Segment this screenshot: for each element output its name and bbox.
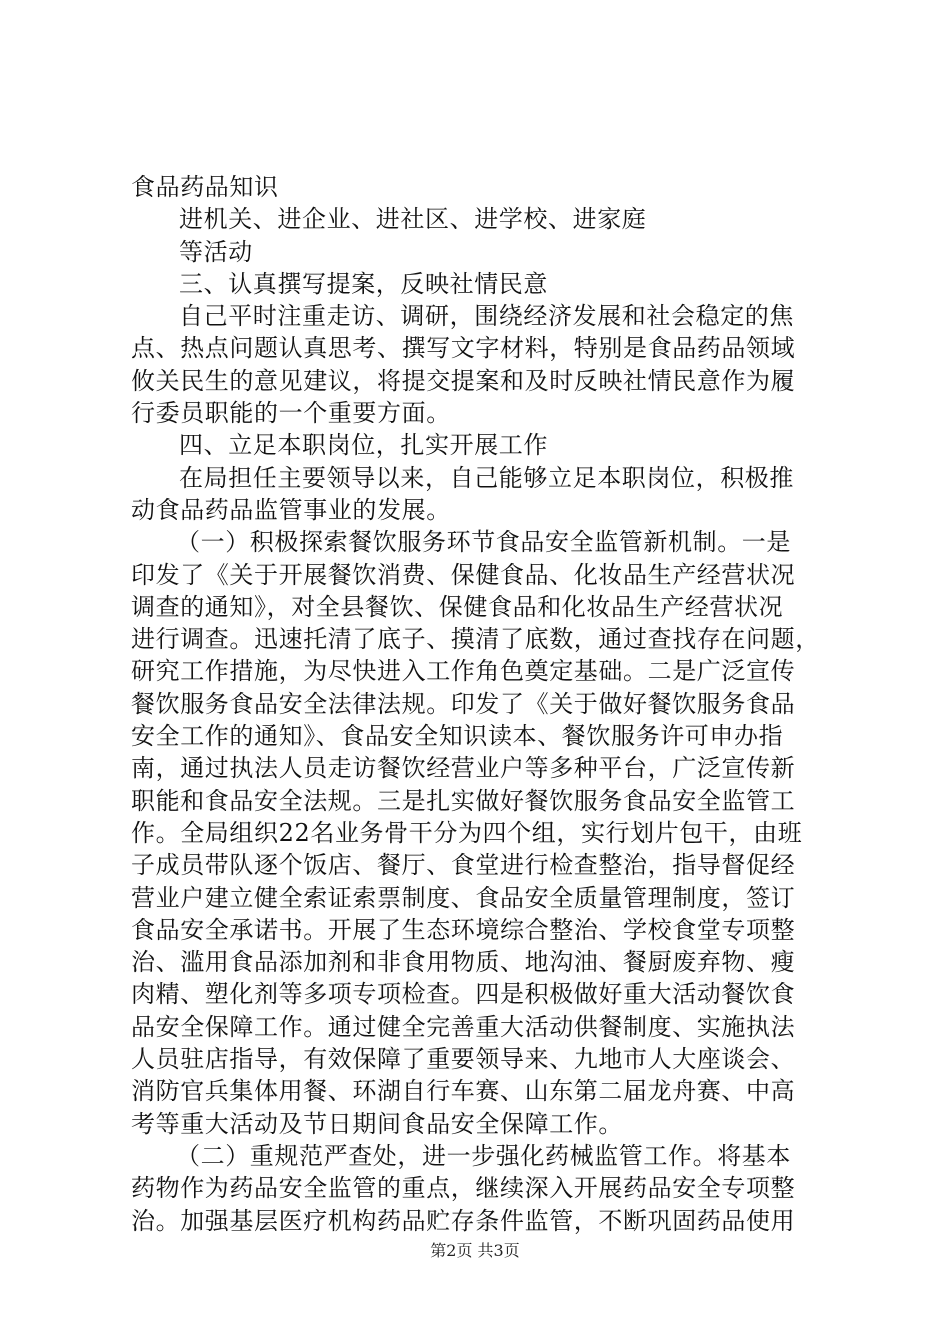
text-line: 调查的通知》，对全县餐饮、保健食品和化妆品生产经营状况 bbox=[131, 592, 784, 621]
text-line: 营业户建立健全索证索票制度、食品安全质量管理制度，签订 bbox=[131, 883, 796, 912]
text-line: 安全工作的通知》、食品安全知识读本、餐饮服务许可申办指 bbox=[131, 722, 784, 751]
document-body bbox=[131, 171, 831, 1237]
text-line: 消防官兵集体用餐、环湖自行车赛、山东第二届龙舟赛、中高 bbox=[131, 1077, 796, 1106]
text-line: 攸关民生的意见建议，将提交提案和及时反映社情民意作为履 bbox=[131, 366, 796, 395]
text-line: 等活动 bbox=[179, 237, 253, 266]
text-line: 食品药品知识 bbox=[131, 173, 279, 201]
text-line: （二）重规范严查处，进一步强化药械监管工作。将基本 bbox=[176, 1141, 791, 1170]
text-line: 子成员带队逐个饭店、餐厅、食堂进行检查整治，指导督促经 bbox=[131, 851, 796, 880]
text-line: 人员驻店指导，有效保障了重要领导来、九地市人大座谈会、 bbox=[131, 1045, 796, 1074]
text-line: 作。全局组织22名业务骨干分为四个组，实行划片包干，由班 bbox=[131, 818, 803, 847]
text-line: 肉精、塑化剂等多项专项检查。四是积极做好重大活动餐饮食 bbox=[131, 980, 796, 1009]
text-line: 餐饮服务食品安全法律法规。印发了《关于做好餐饮服务食品 bbox=[131, 689, 796, 718]
text-line: 三、认真撰写提案，反映社情民意 bbox=[179, 269, 548, 298]
text-line: 点、热点问题认真思考、撰写文字材料，特别是食品药品领域 bbox=[131, 334, 796, 363]
text-line: 动食品药品监管事业的发展。 bbox=[131, 495, 451, 524]
text-line: 进行调查。迅速托清了底子、摸清了底数，通过查找存在问题， bbox=[131, 625, 820, 654]
text-line: 自己平时注重走访、调研，围绕经济发展和社会稳定的焦 bbox=[179, 302, 794, 331]
text-line: 在局担任主要领导以来，自己能够立足本职岗位，积极推 bbox=[179, 463, 794, 492]
text-line: 四、立足本职岗位，扎实开展工作 bbox=[179, 431, 548, 460]
text-line: 研究工作措施，为尽快进入工作角色奠定基础。二是广泛宣传 bbox=[131, 657, 796, 686]
text-line: 治、滥用食品添加剂和非食用物质、地沟油、餐厨废弃物、瘦 bbox=[131, 948, 796, 977]
text-line: 行委员职能的一个重要方面。 bbox=[131, 399, 451, 428]
text-line: 进机关、进企业、进社区、进学校、进家庭 bbox=[179, 205, 647, 234]
text-line: 治。加强基层医疗机构药品贮存条件监管，不断巩固药品使用 bbox=[131, 1206, 796, 1235]
page-footer: 第2页 共3页 bbox=[430, 1241, 520, 1260]
text-line: 南，通过执法人员走访餐饮经营业户等多种平台，广泛宣传新 bbox=[131, 754, 796, 783]
text-line: 食品安全承诺书。开展了生态环境综合整治、学校食堂专项整 bbox=[131, 915, 796, 944]
text-line: 职能和食品安全法规。三是扎实做好餐饮服务食品安全监管工 bbox=[131, 786, 796, 815]
text-line: 印发了《关于开展餐饮消费、保健食品、化妆品生产经营状况 bbox=[131, 560, 796, 589]
text-line: （一）积极探索餐饮服务环节食品安全监管新机制。一是 bbox=[176, 528, 791, 557]
text-line: 考等重大活动及节日期间食品安全保障工作。 bbox=[131, 1109, 623, 1138]
text-line: 药物作为药品安全监管的重点，继续深入开展药品安全专项整 bbox=[131, 1174, 796, 1203]
text-line: 品安全保障工作。通过健全完善重大活动供餐制度、实施执法 bbox=[131, 1012, 796, 1041]
